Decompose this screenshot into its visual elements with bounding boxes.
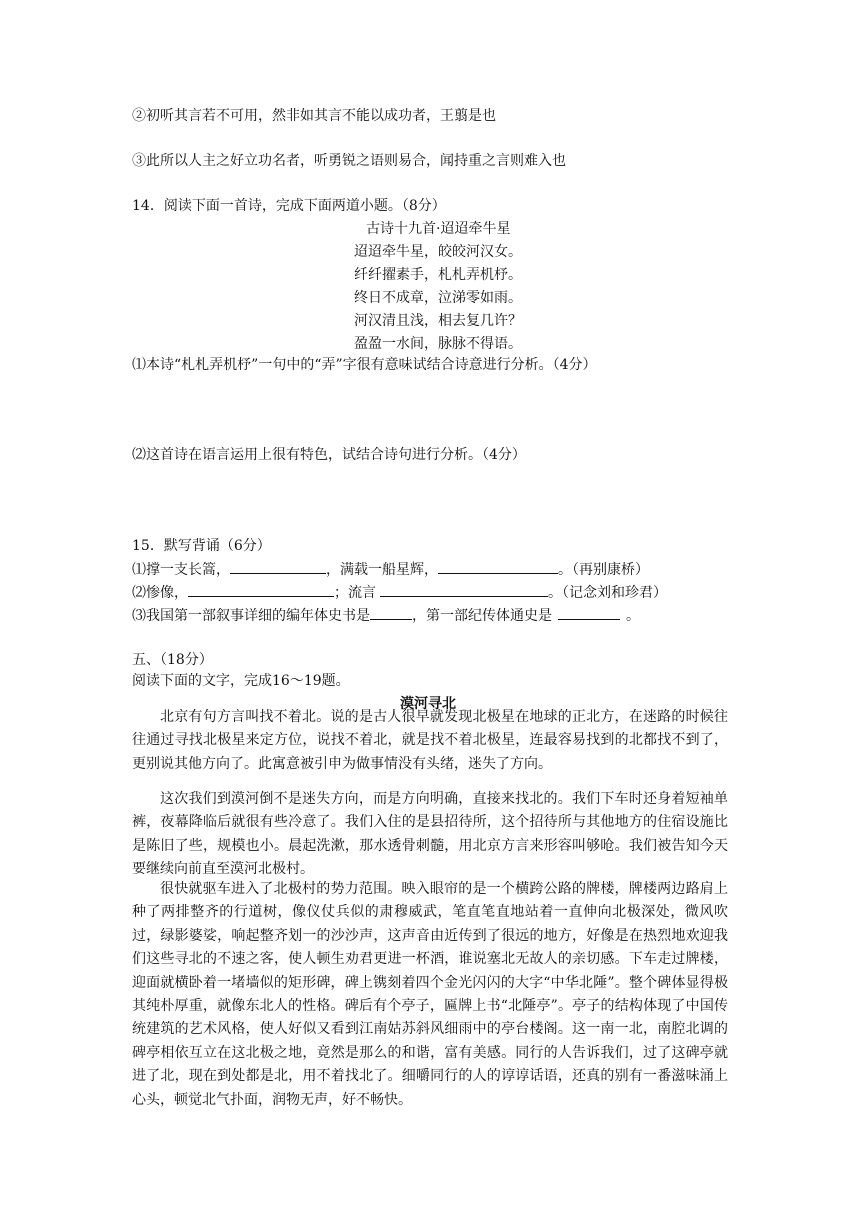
recite-text: ⑴撑一支长篙， xyxy=(132,562,230,578)
question-13-option-2: ②初听其言若不可用，然非如其言不能以成功者，王翦是也 xyxy=(132,108,496,124)
recite-text: 。 xyxy=(626,608,640,624)
question-15-heading: 15．默写背诵（6分） xyxy=(132,538,271,554)
recite-text: ⑵惨像， xyxy=(132,585,188,601)
answer-blank[interactable] xyxy=(438,559,558,574)
article-title: 漠河寻北 xyxy=(400,696,456,712)
answer-blank[interactable] xyxy=(230,559,326,574)
poem-line: 河汉清且浅，相去复几许？ xyxy=(354,313,522,329)
answer-blank[interactable] xyxy=(558,605,620,620)
section-5-instruction: 阅读下面的文字，完成16～19题。 xyxy=(132,673,350,689)
recite-text: ；流言 xyxy=(334,585,376,601)
answer-blank[interactable] xyxy=(370,605,412,620)
recite-text: ，满载一船星辉， xyxy=(326,562,438,578)
question-14-heading: 14．阅读下面一首诗，完成下面两道小题。（8分） xyxy=(132,198,446,214)
poem-line: 纤纤擢素手，札札弄机杼。 xyxy=(354,267,522,283)
question-14-sub-2: ⑵这首诗在语言运用上很有特色，试结合诗句进行分析。（4分） xyxy=(132,447,526,463)
recite-text: ⑶我国第一部叙事详细的编年体史书是 xyxy=(132,608,370,624)
question-15-line-3 xyxy=(132,605,640,626)
recite-text: 。（再别康桥） xyxy=(558,562,649,578)
answer-blank[interactable] xyxy=(380,582,548,597)
question-15-line-2 xyxy=(132,582,667,603)
article-paragraph-2: 这次我们到漠河倒不是迷失方向，而是方向明确，直接来找北的。我们下车时还身着短袖单裤，夜幕降临后就很有些冷意了。我们入住的是县招待所，这个招待所与其他地方的住宿设施比是陈旧了些，规模也小。晨起洗漱，那水透骨刺髓，用北京方言来形容叫够呛。我们被告知今天要继续向前直至漠河北极村。 xyxy=(132,791,728,878)
poem-line: 终日不成章，泣涕零如雨。 xyxy=(354,290,522,306)
article-paragraph-1: 北京有句方言叫找不着北。说的是古人很早就发现北极星在地球的正北方，在迷路的时候往往通过寻找北极星来定方位，说找不着北，就是找不着北极星，连最容易找到的北都找不到了，更别说其他方向了。此寓意被引申为做事情没有头绪，迷失了方向。 xyxy=(132,709,728,772)
answer-blank[interactable] xyxy=(188,582,334,597)
article-paragraph-3: 很快就驱车进入了北极村的势力范围。映入眼帘的是一个横跨公路的牌楼，牌楼两边路肩上种了两排整齐的行道树，像仪仗兵似的肃穆威武，笔直笔直地站着一直伸向北极深处，微风吹过，绿影婆娑，响起整齐划一的沙沙声，这声音由近传到了很远的地方，好像是在热烈地欢迎我们这些寻北的不速之客，使人顿生劝君更进一杯酒，谁说塞北无故人的亲切感。下车走过牌楼，迎面就横卧着一堵墙似的矩形碑，碑上镌刻着四个金光闪闪的大字“中华北陲”。整个碑体显得极其纯朴厚重，就像东北人的性格。碑后有个亭子，匾牌上书“北陲亭”。亭子的结构体现了中国传统建筑的艺术风格，使人好似又看到江南姑苏斜风细雨中的亭台楼阁。这一南一北，南腔北调的碑亭相依互立在这北极之地，竟然是那么的和谐，富有美感。同行的人告诉我们，过了这碑亭就进了北，现在到处都是北，用不着找北了。细嚼同行的人的谆谆话语，还真的别有一番滋味涌上心头，顿觉北气扑面，润物无声，好不畅快。 xyxy=(132,881,728,1108)
question-15-line-1 xyxy=(132,559,649,580)
recite-text: ，第一部纪传体通史是 xyxy=(412,608,552,624)
question-13-option-3: ③此所以人主之好立功名者，听勇锐之语则易合，闻持重之言则难入也 xyxy=(132,153,566,169)
poem-line: 迢迢牵牛星，皎皎河汉女。 xyxy=(354,244,522,260)
question-14-sub-1: ⑴本诗“札札弄机杼”一句中的“弄”字很有意味试结合诗意进行分析。（4分） xyxy=(132,357,597,373)
poem-title: 古诗十九首·迢迢牵牛星 xyxy=(366,221,511,237)
poem-line: 盈盈一水间，脉脉不得语。 xyxy=(354,336,522,352)
section-5-heading: 五、（18分） xyxy=(132,652,213,668)
recite-text: 。（记念刘和珍君） xyxy=(548,585,667,601)
